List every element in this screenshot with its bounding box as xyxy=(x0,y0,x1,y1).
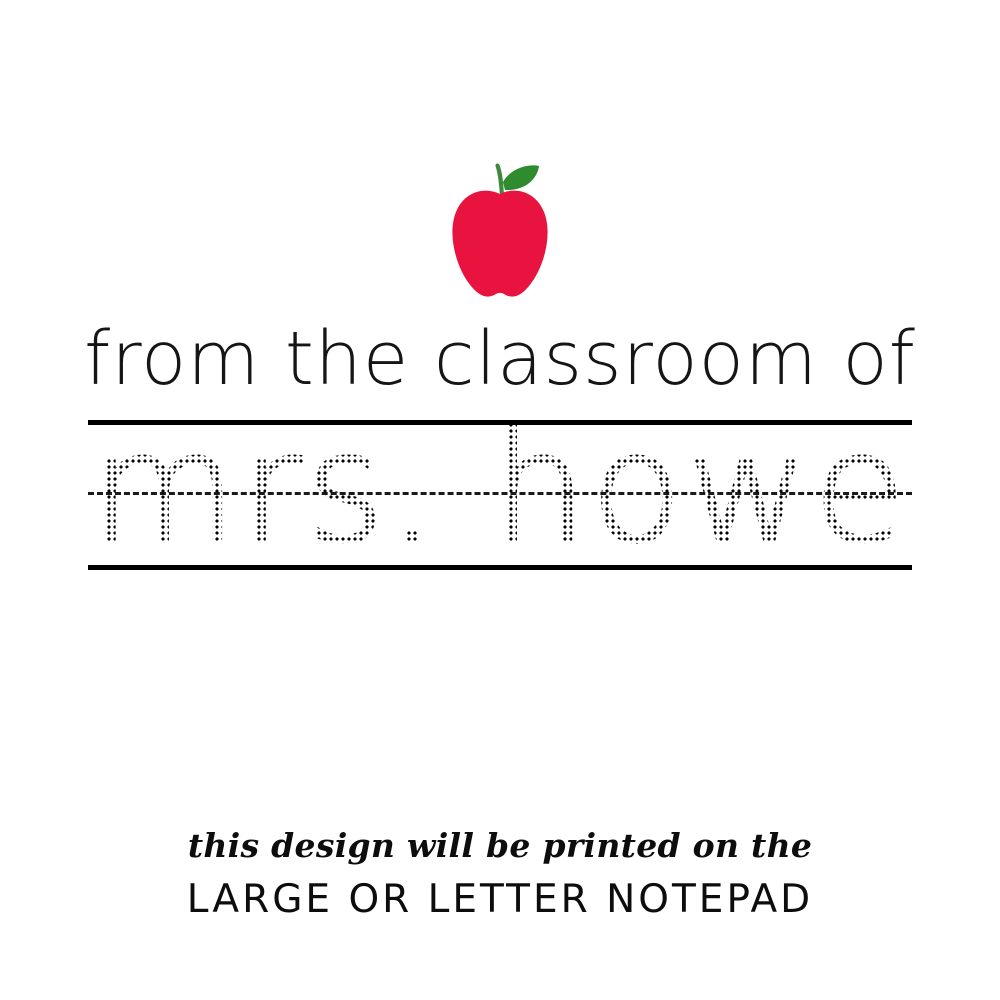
footer-note-line1: this design will be printed on the xyxy=(187,826,813,865)
name-field-value[interactable]: mrs. howe xyxy=(88,404,912,574)
footer-note xyxy=(0,826,1000,922)
handwriting-practice-lines xyxy=(88,402,912,576)
footer-note-line2: LARGE OR LETTER NOTEPAD xyxy=(186,877,814,922)
apple-icon xyxy=(0,160,1000,308)
page-title: from the classroom of xyxy=(84,316,916,402)
